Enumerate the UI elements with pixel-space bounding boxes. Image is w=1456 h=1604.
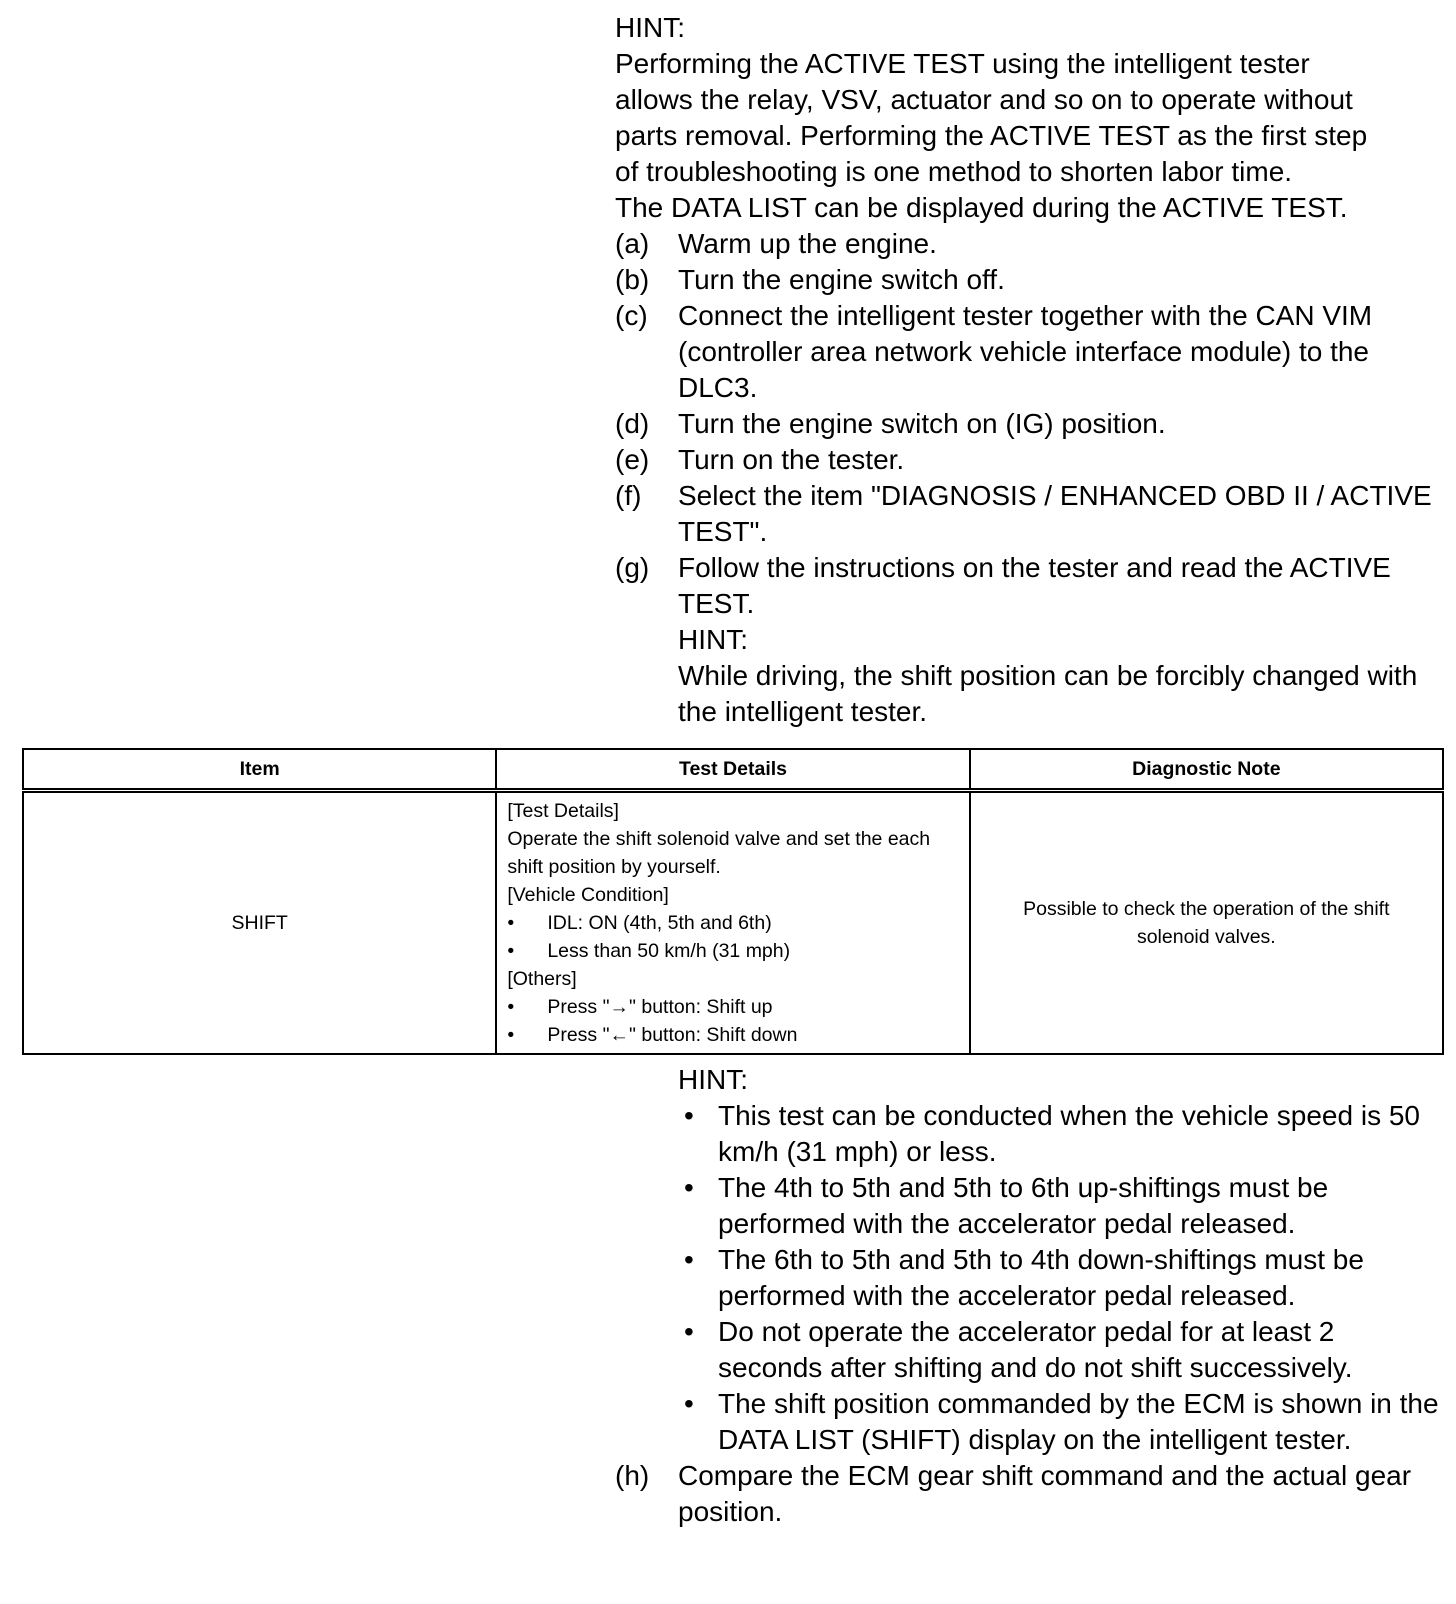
step-label: (a) [615, 228, 650, 259]
bullet: • [507, 1024, 515, 1046]
active-test-table [22, 748, 1444, 1055]
step-label: (h) [615, 1460, 650, 1491]
list-item [678, 1314, 1445, 1386]
section-test-details: [Test Details] [507, 800, 619, 822]
step-label: (f) [615, 480, 642, 511]
bullet: • [684, 1316, 694, 1347]
step-g-hint-text: While driving, the shift position can be forcibly changed with the intelligent tester. [678, 660, 1418, 727]
step-label: (e) [615, 444, 650, 475]
bullet: • [507, 912, 515, 934]
list-item [507, 1021, 958, 1049]
step-h [615, 1458, 1445, 1530]
bullet: • [684, 1244, 694, 1275]
step-text: Compare the ECM gear shift command and the actual gear position. [678, 1460, 1412, 1527]
section-others: [Others] [507, 968, 577, 990]
item-cell: SHIFT [23, 791, 496, 1055]
diagnostic-note-text: Possible to check the operation of the shift solenoid valves. [1023, 898, 1390, 948]
hint-bullet-text: The shift position commanded by the ECM is shown in the DATA LIST (SHIFT) display on the intelligent tester. [718, 1388, 1439, 1455]
step-label: (c) [615, 300, 648, 331]
table-header-row [23, 749, 1443, 791]
list-item [507, 937, 958, 965]
step-e [615, 442, 1445, 478]
bullet: • [507, 940, 515, 962]
hint-bullet-text: The 6th to 5th and 5th to 4th down-shiftings must be performed with the accelerator pedal released. [718, 1244, 1364, 1311]
hint-label: HINT: [678, 1064, 748, 1095]
list-item [678, 1098, 1445, 1170]
step-b [615, 262, 1445, 298]
bullet: • [684, 1100, 694, 1131]
hint-bullet-list [615, 1098, 1445, 1458]
condition-text: Less than 50 km/h (31 mph) [547, 940, 791, 962]
step-c [615, 298, 1445, 406]
condition-text: IDL: ON (4th, 5th and 6th) [547, 912, 772, 934]
test-details-cell [496, 791, 969, 1055]
bullet: • [684, 1388, 694, 1419]
bullet: • [684, 1172, 694, 1203]
hint-label: HINT: [615, 12, 685, 43]
step-text: Turn the engine switch off. [678, 264, 1005, 295]
test-details-text: Operate the shift solenoid valve and set the each shift position by yourself. [507, 828, 931, 878]
list-item [678, 1170, 1445, 1242]
step-text: Warm up the engine. [678, 228, 937, 259]
step-label: (d) [615, 408, 650, 439]
table-row [23, 791, 1443, 1055]
step-text: Select the item "DIAGNOSIS / ENHANCED OBD II / ACTIVE TEST". [678, 480, 1432, 547]
others-text: Press "→" button: Shift up [547, 996, 773, 1018]
step-label: (g) [615, 552, 650, 583]
step-text: Turn on the tester. [678, 444, 905, 475]
step-g [615, 550, 1445, 622]
section-vehicle-condition: [Vehicle Condition] [507, 884, 669, 906]
hint-line: parts removal. Performing the ACTIVE TEST as the first step [615, 120, 1368, 151]
step-a [615, 226, 1445, 262]
hint-line: Performing the ACTIVE TEST using the intelligent tester [615, 48, 1310, 79]
hint-bullet-text: The 4th to 5th and 5th to 6th up-shiftings must be performed with the accelerator pedal released. [718, 1172, 1329, 1239]
shift-test-hints [615, 1062, 1445, 1530]
step-f [615, 478, 1445, 550]
list-item [678, 1242, 1445, 1314]
others-text: Press "←" button: Shift down [547, 1024, 798, 1046]
step-d [615, 406, 1445, 442]
column-header-test-details: Test Details [496, 749, 969, 791]
hint-line: of troubleshooting is one method to shorten labor time. [615, 156, 1293, 187]
list-item [507, 909, 958, 937]
list-item [678, 1386, 1445, 1458]
step-text: Connect the intelligent tester together with the CAN VIM (controller area network vehicle interface module) to the DLC3. [678, 300, 1373, 403]
step-label: (b) [615, 264, 650, 295]
column-header-item: Item [23, 749, 496, 791]
column-header-diagnostic-note: Diagnostic Note [970, 749, 1443, 791]
step-text: Follow the instructions on the tester and read the ACTIVE TEST. [678, 552, 1391, 619]
hint-line: allows the relay, VSV, actuator and so on to operate without [615, 84, 1353, 115]
hint-bullet-text: Do not operate the accelerator pedal for at least 2 seconds after shifting and do not shift successively. [718, 1316, 1353, 1383]
step-g-hint-label: HINT: [678, 624, 748, 655]
hint-line: The DATA LIST can be displayed during the ACTIVE TEST. [615, 192, 1348, 223]
bullet: • [507, 996, 515, 1018]
list-item [507, 993, 958, 1021]
hint-bullet-text: This test can be conducted when the vehicle speed is 50 km/h (31 mph) or less. [718, 1100, 1420, 1167]
active-test-instructions [615, 10, 1445, 730]
step-text: Turn the engine switch on (IG) position. [678, 408, 1166, 439]
diagnostic-note-cell [970, 791, 1443, 1055]
